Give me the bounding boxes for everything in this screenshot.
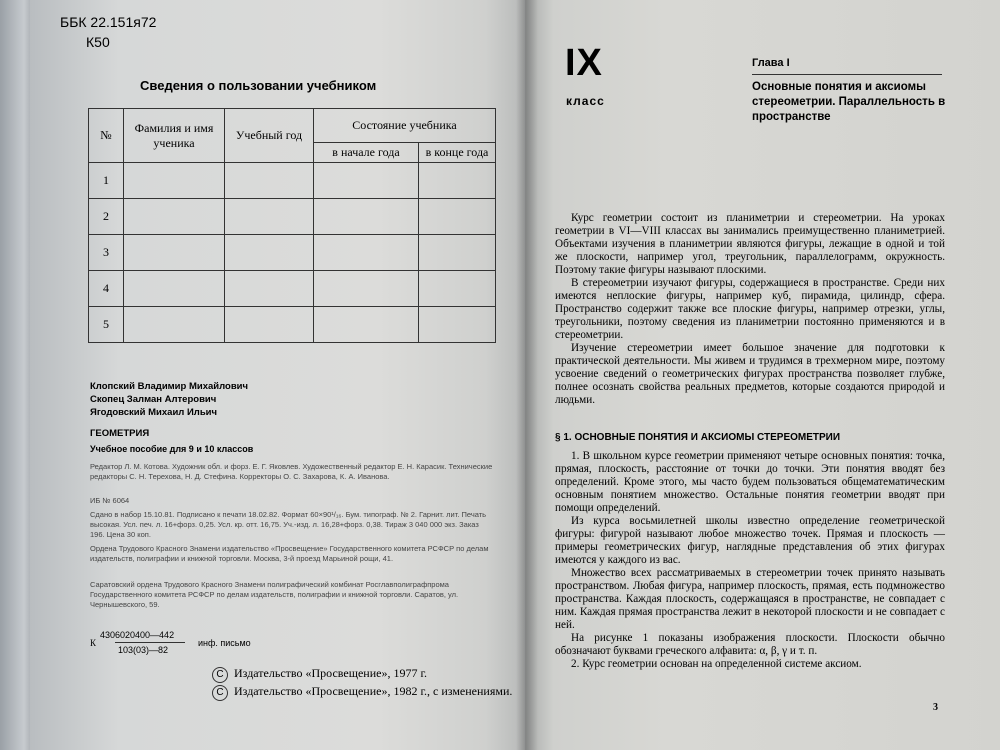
author-name: Скопец Залман Алтерович xyxy=(90,394,217,405)
page-number: 3 xyxy=(933,702,938,713)
paragraph: В стереометрии изучают фигуры, содержащиеся в пространстве. Среди них имеются неплоские фигуры, например куб, пирамида, цилиндр, сфера. Пространство содержит также все плоские фигуры, например отрезки, углы, треугольники, поэтому сведения из планиметрии постоянно применяются и в стереометрии. xyxy=(555,277,945,341)
usage-table xyxy=(88,108,496,343)
author-name: Ягодовский Михаил Ильич xyxy=(90,407,218,418)
table-row xyxy=(89,199,496,235)
row-number: 2 xyxy=(89,199,124,235)
paragraph: На рисунке 1 показаны изображения плоскости. Плоскости обычно обозначают буквами греческого алфавита: α, β, γ и т. п. xyxy=(555,632,945,657)
paragraph: Изучение стереометрии имеет большое значение для подготовки к практической деятельности. Мы живем и трудимся в трехмерном мире, поэтому усвоение сведений о геометрических фигурах пространства позволяет глубже, полнее осознать свойства реальных предметов, которые создаются природой и людьми. xyxy=(555,342,945,406)
book-subtitle: Учебное пособие для 9 и 10 классов xyxy=(90,444,254,454)
imprint-publisher: Ордена Трудового Красного Знамени издательство «Просвещение» Государственного комитета РСФСР по делам издательств, полиграфии и книжной торговли. Москва, 3-й проезд Марьиной рощи, 41. xyxy=(90,544,489,563)
book-spine-shadow xyxy=(516,0,538,750)
imprint-print-details: Сдано в набор 15.10.81. Подписано к печати 18.02.82. Формат 60×90¹/₁₆. Бум. типограф. № 2. Гарнит. лит. Печать высокая. Усл. печ. л. 16+форз. 0,25. Усл. кр. отт. 16,75. Уч.-изд. л. 16,28+форз. 0,38. Тираж 3 040 000 экз. Заказ 196. Цена 30 коп. xyxy=(90,510,487,539)
authors-list xyxy=(90,380,248,419)
chapter-rule xyxy=(752,74,942,75)
code-divider xyxy=(115,642,185,643)
table-row xyxy=(89,271,496,307)
imprint-ib: ИБ № 6064 xyxy=(90,496,130,505)
grade-numeral: IX xyxy=(565,42,603,84)
chapter-label: Глава I xyxy=(752,57,790,69)
paragraph: 2. Курс геометрии основан на определенной системе аксиом. xyxy=(571,658,862,670)
row-number: 1 xyxy=(89,163,124,199)
book-title: ГЕОМЕТРИЯ xyxy=(90,428,150,439)
col-name-header: Фамилия и имя ученика xyxy=(124,109,225,163)
imprint-printer: Саратовский ордена Трудового Красного Знамени полиграфический комбинат Росглавполиграфпрома Государственного комитета РСФСР по делам издательств, полиграфии и книжной торговли. Саратов, ул. Чернышевского, 59. xyxy=(90,580,459,609)
code-note: инф. письмо xyxy=(198,638,251,648)
paragraph: Курс геометрии состоит из планиметрии и стереометрии. На уроках геометрии в VI—VIII классах вы занимались преимущественно планиметрией. Объектами изучения в планиметрии являются фигуры, лежащие в одной и той же плоскости, например угол, треугольник, параллелограмм, окружность. Поэтому такие фигуры называют плоскими. xyxy=(555,212,945,276)
col-number-header: № xyxy=(89,109,124,163)
row-number: 4 xyxy=(89,271,124,307)
section-heading: § 1. ОСНОВНЫЕ ПОНЯТИЯ И АКСИОМЫ СТЕРЕОМЕТРИИ xyxy=(555,432,841,443)
table-row xyxy=(89,163,496,199)
copyright-text: Издательство «Просвещение», 1982 г., с изменениями. xyxy=(234,684,513,698)
copyright-icon: C xyxy=(212,667,228,683)
paragraph: Множество всех рассматриваемых в стереометрии точек принято называть пространством. Любая фигура, например плоскость, прямая, есть подмножество пространства. Каждая плоскость, содержащаяся в пространстве, не совпадает с ним. Каждая прямая пространства лежит в некоторой плоскости и не совпадает с ней. xyxy=(555,567,945,631)
copyright-icon: C xyxy=(212,685,228,701)
chapter-title: Основные понятия и аксиомы стереометрии. Параллельность в пространстве xyxy=(752,81,946,123)
catalog-code: К50 xyxy=(86,34,110,50)
section-text xyxy=(555,450,945,671)
col-end-header: в конце года xyxy=(419,143,496,163)
table-row xyxy=(89,307,496,343)
copyright-line xyxy=(212,666,427,683)
copyright-line xyxy=(212,684,512,701)
table-row xyxy=(89,235,496,271)
code-letter: К xyxy=(90,638,97,648)
paragraph: 1. В школьном курсе геометрии применяют четыре основных понятия: точка, прямая, плоскость, расстояние от точки до точки. Эти понятия вводят без определений. Кроме этого, мы часто будем пользоваться общематематическим основным понятием множество. Остальные понятия геометрии вводят при помощи определений. xyxy=(555,450,945,514)
code-numerator: 4306020400—442 xyxy=(100,630,175,640)
col-start-header: в начале года xyxy=(314,143,419,163)
usage-table-title: Сведения о пользовании учебником xyxy=(140,78,377,93)
col-state-header: Состояние учебника xyxy=(314,109,496,143)
code-denominator: 103(03)—82 xyxy=(118,645,169,655)
imprint-editors: Редактор Л. М. Котова. Художник обл. и форз. Е. Г. Яковлев. Художественный редактор Е. Н. Карасик. Технические редакторы С. Н. Терехова, Н. Д. Стефина. Корректоры О. С. Захарова, К. А. Иванова. xyxy=(90,462,493,481)
row-number: 3 xyxy=(89,235,124,271)
col-year-header: Учебный год xyxy=(225,109,314,163)
copyright-text: Издательство «Просвещение», 1977 г. xyxy=(234,666,428,680)
bbk-stamp: ББК 22.151я72 xyxy=(60,14,157,30)
row-number: 5 xyxy=(89,307,124,343)
grade-word: класс xyxy=(566,94,605,108)
intro-text xyxy=(555,212,945,407)
paragraph: Из курса восьмилетней школы известно определение геометрической фигуры: фигурой называют любое множество точек. Прямая и плоскость — примеры геометрических фигур, наглядные представления об этих фигурах имеются у каждого из вас. xyxy=(555,515,945,566)
author-name: Клопский Владимир Михайлович xyxy=(90,381,249,392)
